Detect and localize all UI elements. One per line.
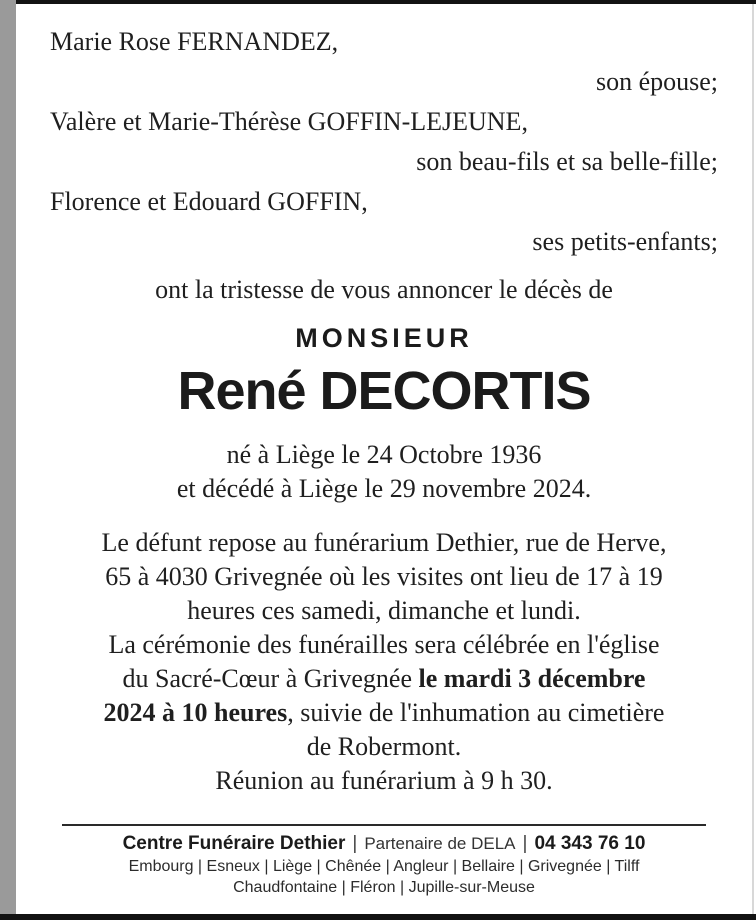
- body-line: du Sacré-Cœur à Grivegnée le mardi 3 décembre: [122, 664, 646, 693]
- birth-line: né à Liège le 24 Octobre 1936: [226, 440, 542, 469]
- relative-relation: ses petits-enfants;: [532, 227, 718, 256]
- body-line: Réunion au funérarium à 9 h 30.: [215, 766, 553, 795]
- page-right-edge: [752, 4, 754, 914]
- life-dates: [50, 438, 718, 506]
- relative-name: Florence et Edouard GOFFIN,: [50, 187, 368, 216]
- locations-line-1: Embourg | Esneux | Liège | Chênée | Angleur | Bellaire | Grivegnée | Tilff: [128, 858, 640, 875]
- page-left-margin-strip: [0, 0, 16, 914]
- relative-name: Marie Rose FERNANDEZ,: [50, 27, 339, 56]
- funeral-home-footer: [50, 832, 718, 898]
- footer-divider: [62, 824, 706, 826]
- page-bottom-border: [0, 914, 756, 920]
- body-line: La cérémonie des funérailles sera célébrée en l'église: [108, 630, 660, 659]
- phone-number: 04 343 76 10: [534, 833, 646, 854]
- relative-name: Valère et Marie-Thérèse GOFFIN-LEJEUNE,: [50, 107, 528, 136]
- separator-bar: |: [522, 833, 528, 854]
- body-line: 2024 à 10 heures, suivie de l'inhumation au cimetière: [103, 698, 665, 727]
- civility-title: MONSIEUR: [295, 323, 473, 353]
- relative-relation: son beau-fils et sa belle-fille;: [416, 147, 718, 176]
- funeral-home-name: Centre Funéraire Dethier: [122, 833, 346, 854]
- deceased-name: René DECORTIS: [177, 361, 591, 421]
- death-line: et décédé à Liège le 29 novembre 2024.: [176, 474, 592, 503]
- separator-bar: |: [352, 833, 358, 854]
- body-line: de Robermont.: [306, 732, 462, 761]
- body-line: heures ces samedi, dimanche et lundi.: [187, 596, 581, 625]
- intro-text: ont la tristesse de vous annoncer le décès de: [155, 275, 613, 304]
- relative-relation: son épouse;: [595, 67, 718, 96]
- death-notice-document: [16, 4, 752, 914]
- partner-label: Partenaire de DELA: [364, 834, 516, 853]
- locations-line-2: Chaudfontaine | Fléron | Jupille-sur-Meuse: [233, 879, 535, 896]
- body-line: Le défunt repose au funérarium Dethier, rue de Herve,: [101, 528, 667, 557]
- funeral-home-info-line: [50, 832, 718, 856]
- funeral-details: [50, 526, 718, 798]
- body-line: 65 à 4030 Grivegnée où les visites ont lieu de 17 à 19: [105, 562, 663, 591]
